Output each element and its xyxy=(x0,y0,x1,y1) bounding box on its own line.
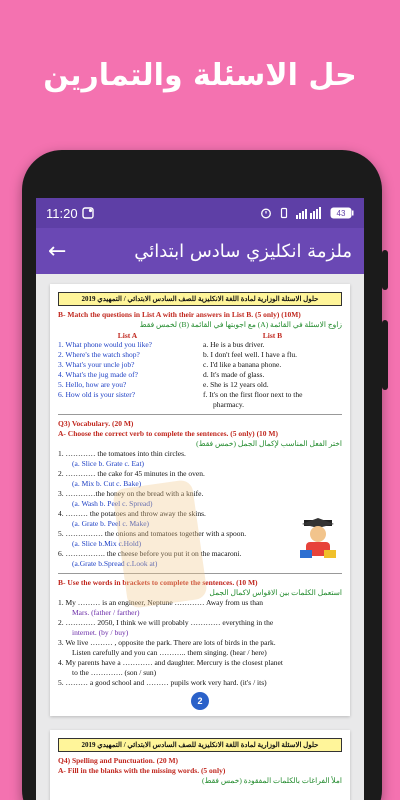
phone-screen xyxy=(36,198,364,800)
notification-icon xyxy=(82,207,94,219)
vocab-options: (a.Grate b.Spread c.Look at) xyxy=(72,559,158,568)
list-item: 5. Hello, how are you? xyxy=(58,380,127,389)
section-divider xyxy=(58,414,342,415)
question-heading: A- Fill in the blanks with the missing words. (5 only) xyxy=(58,766,226,775)
phone-side-button xyxy=(382,250,388,290)
signal-icon xyxy=(296,207,324,219)
question-heading: B- Match the questions in List A with their answers in List B. (5 only) (10M) xyxy=(58,310,301,319)
document-viewer[interactable] xyxy=(36,274,364,800)
battery-level: 43 xyxy=(336,209,346,218)
vocab-line: 4. ……… the potatoes and throw away the skins. xyxy=(58,509,206,518)
list-item: 2. Where's the watch shop? xyxy=(58,350,140,359)
alarm-icon xyxy=(260,207,272,219)
app-title: ملزمة انكليزي سادس ابتدائي xyxy=(134,240,352,262)
question-text: A- Choose the correct verb to complete the sentences. (5 only) xyxy=(58,429,255,438)
question-heading: Q4) Spelling and Punctuation. (20 M) xyxy=(58,756,179,765)
list-item: f. It's on the first floor next to the xyxy=(203,390,303,399)
list-a xyxy=(58,331,197,410)
match-lists xyxy=(58,331,342,410)
vocab-line: 5. …………… the onions and tomatoes together with a spoon. xyxy=(58,529,247,538)
fill-line: 5. ……… a good school and ……… pupils work very hard. (it's / its) xyxy=(58,678,267,687)
battery-icon xyxy=(330,207,354,219)
list-item: pharmacy. xyxy=(213,400,244,409)
fill-line: Mars. (father / farther) xyxy=(72,608,140,617)
list-item: 4. What's the jug made of? xyxy=(58,370,138,379)
status-time: 11:20 xyxy=(46,205,78,221)
vocab-options: (a. Grate b. Peel c. Make) xyxy=(72,519,150,528)
list-item: 6. How old is your sister? xyxy=(58,390,136,399)
phone-side-button xyxy=(382,320,388,390)
fill-line: Listen carefully and you can ……….. them singing. (hear / here) xyxy=(72,648,267,657)
document-page xyxy=(50,284,350,716)
promo-headline: حل الاسئلة والتمارين xyxy=(43,58,357,93)
vocab-line: 3. …………the honey on the bread with a knife. xyxy=(58,489,204,498)
vocab-options: (a. Mix b. Cut c. Bake) xyxy=(72,479,142,488)
fill-line: to the …………. (son / sun) xyxy=(72,668,157,677)
page-header: حلول الاسئلة الوزارية لمادة اللغة الانكليزية للصف السادس الابتدائي / التمهيدي 2019 xyxy=(58,738,342,752)
question-marks: (10 M) xyxy=(256,429,279,438)
vocab-options: (a. Slice b.Mix c.Hold) xyxy=(72,539,142,548)
student-clipart-icon xyxy=(298,516,338,560)
vocab-line: 2. ………… the cake for 45 minutes in the oven. xyxy=(58,469,205,478)
vocab-options: (a. Wash b. Peel c. Spread) xyxy=(72,499,153,508)
question-heading xyxy=(58,429,342,439)
fill-line: 2. ………… 2050, I think we will probably ………… everything in the xyxy=(58,618,274,627)
question-heading: B- Use the words in brackets to complete the sentences. (10 M) xyxy=(58,578,258,587)
list-b xyxy=(203,331,342,410)
page-number-badge: 2 xyxy=(191,692,209,710)
question-heading: Q3) Vocabulary. (20 M) xyxy=(58,419,134,428)
list-item: 1. What phone would you like? xyxy=(58,340,153,349)
list-item: c. I'd like a banana phone. xyxy=(203,360,282,369)
question-heading-arabic: استعمل الكلمات بين الاقواس لاكمال الجمل xyxy=(209,588,342,597)
list-item: 3. What's your uncle job? xyxy=(58,360,135,369)
fill-line: internet. (by / buy) xyxy=(72,628,129,637)
question-heading-arabic: املأ الفراغات بالكلمات المفقودة (خمس فقط) xyxy=(201,776,342,785)
list-item: e. She is 12 years old. xyxy=(203,380,269,389)
list-b-title: List B xyxy=(262,331,283,340)
fill-line: 4. My parents have a ………… and daughter. Mercury is the closest planet xyxy=(58,658,283,667)
list-item: a. He is a bus driver. xyxy=(203,340,265,349)
fill-line: 3. We live ……… , opposite the park. There are lots of birds in the park. xyxy=(58,638,276,647)
app-bar xyxy=(36,228,364,274)
question-heading-arabic: زاوج الاسئلة في القائمة (A) مع اجوبتها في القائمة (B) لخمس فقط xyxy=(139,320,342,329)
question-heading-arabic: اختر الفعل المناسب لإكمال الجمل (خمس فقط) xyxy=(196,439,342,448)
document-page xyxy=(50,730,350,800)
vocab-options: (a. Slice b. Grate c. Eat) xyxy=(72,459,145,468)
vibrate-icon xyxy=(278,207,290,219)
status-bar xyxy=(36,198,364,228)
watermark-image xyxy=(112,479,208,609)
list-item: b. I don't feel well. I have a flu. xyxy=(203,350,298,359)
list-a-title: List A xyxy=(117,331,138,340)
fill-line: 1. My ……… is an engineer, Neptune ………… Away from us than xyxy=(58,598,264,607)
vocab-line: 1. ………… the tomatoes into thin circles. xyxy=(58,449,186,458)
page-header: حلول الاسئلة الوزارية لمادة اللغة الانكليزية للصف السادس الابتدائي / التمهيدي 2019 xyxy=(58,292,342,306)
list-item: d. It's made of glass. xyxy=(203,370,265,379)
vocab-line: 6. ……………. the cheese before you put it on the macaroni. xyxy=(58,549,242,558)
back-arrow-icon[interactable]: ← xyxy=(48,238,67,264)
